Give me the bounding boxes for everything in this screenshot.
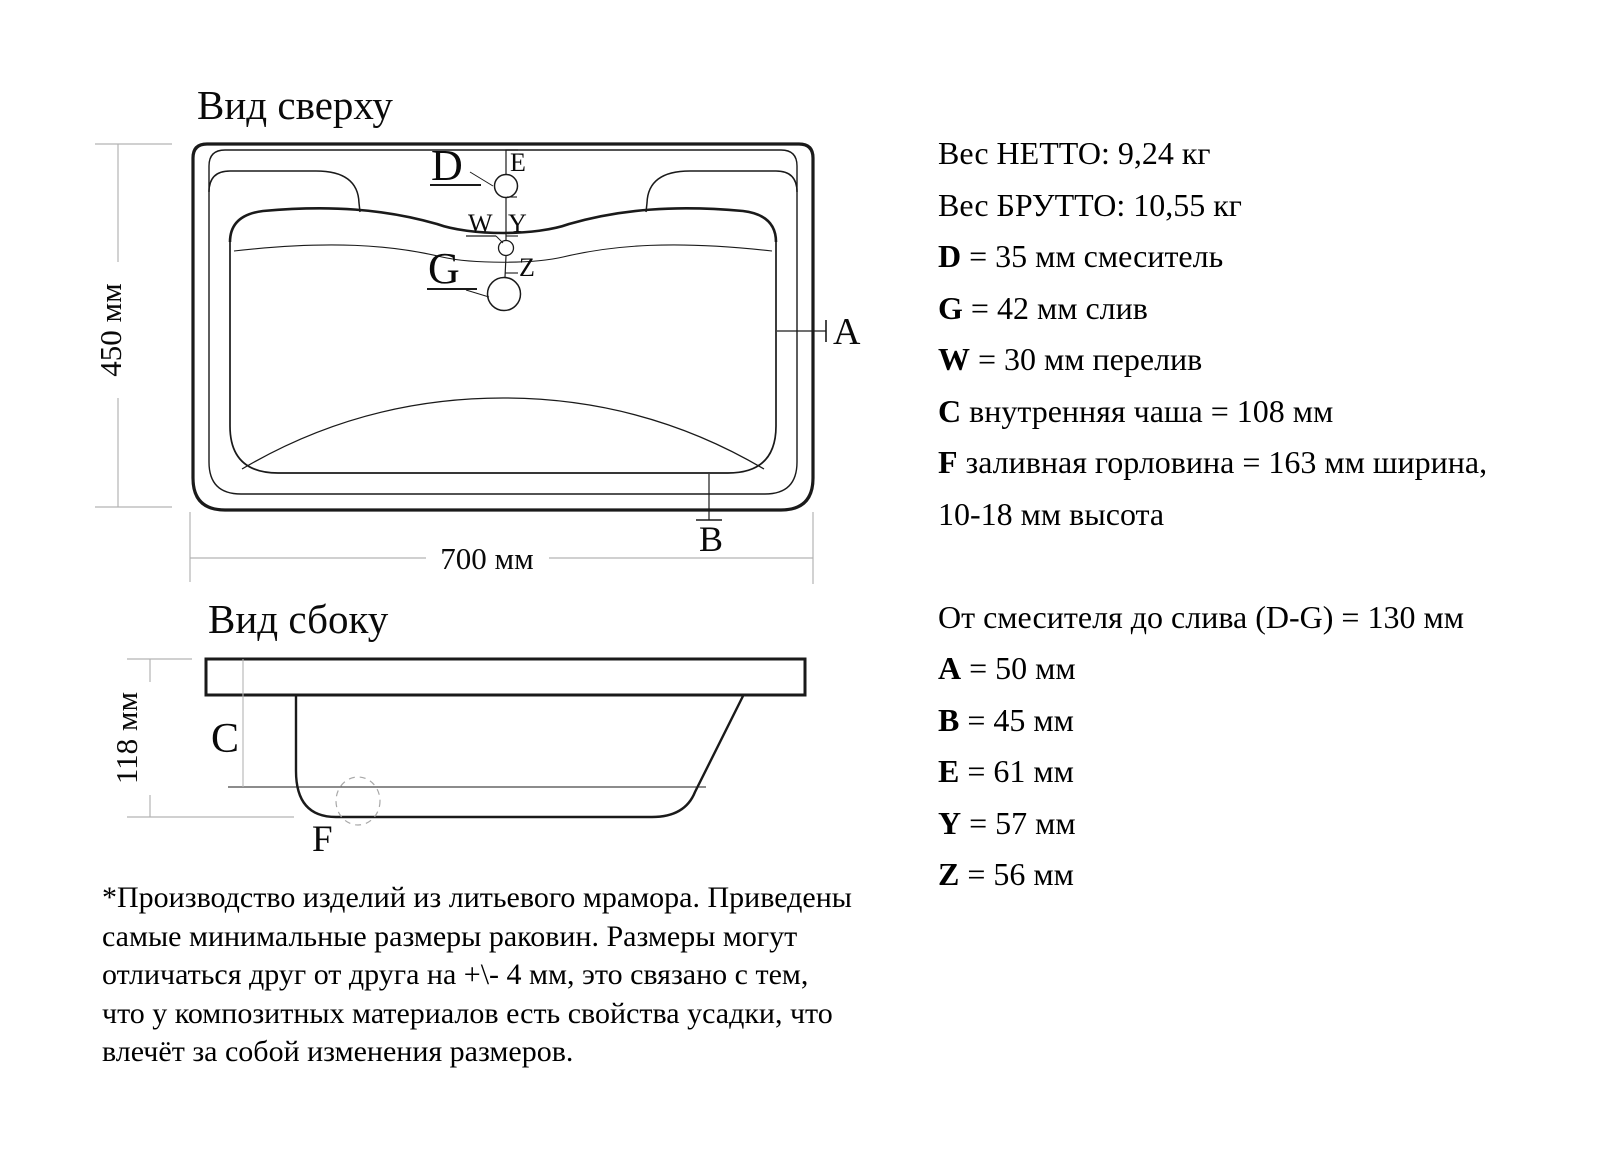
top-view-title: Вид сверху <box>197 82 393 128</box>
bowl-outline <box>230 240 776 473</box>
label-G-leader <box>466 290 489 297</box>
label-A: A <box>833 311 861 353</box>
label-C: C <box>211 716 240 762</box>
side-slab <box>206 659 805 695</box>
spec-line: Вес БРУТТО: 10,55 кг <box>938 186 1242 223</box>
footnote-line: самые минимальные размеры раковин. Размеры могут <box>102 919 798 953</box>
label-W: W <box>468 209 493 238</box>
specs-panel <box>938 128 1578 901</box>
spec-line: F заливная горловина = 163 мм ширина, <box>938 444 1488 480</box>
spec-line: Z = 56 мм <box>938 856 1074 892</box>
label-Z: Z <box>519 253 535 282</box>
dimension-700-label: 700 мм <box>440 541 534 576</box>
spec-line: B = 45 мм <box>938 701 1074 738</box>
label-W-leader <box>496 236 503 243</box>
spec-line: 10-18 мм высота <box>938 495 1165 532</box>
spec-line-key: G <box>938 289 963 326</box>
spec-line-key: W <box>938 341 970 377</box>
label-D: D <box>431 141 463 190</box>
footnote-line: отличаться друг от друга на +\- 4 мм, это связано с тем, <box>102 958 809 991</box>
spec-line: C внутренняя чаша = 108 мм <box>938 392 1334 429</box>
dimension-450-label: 450 мм <box>93 283 128 377</box>
spec-line: D = 35 мм смеситель <box>938 238 1224 274</box>
spec-line-key: Y <box>938 804 962 841</box>
label-E: E <box>510 148 526 177</box>
label-F: F <box>312 819 333 860</box>
spec-line: Вес НЕТТО: 9,24 кг <box>938 135 1211 171</box>
footnote-line: что у композитных материалов есть свойства усадки, что <box>102 996 833 1030</box>
spec-line-key: F <box>938 444 958 480</box>
spec-line: От смесителя до слива (D-G) = 130 мм <box>938 598 1464 635</box>
label-D-leader <box>470 172 493 186</box>
dimension-118-label: 118 мм <box>109 691 144 785</box>
bowl-bottom-arc <box>242 398 764 469</box>
dimension-118 <box>109 659 294 817</box>
deck-front-edge-inner-lip <box>234 245 772 262</box>
spec-line-key: B <box>938 701 960 738</box>
overflow-hole <box>499 241 514 256</box>
spec-line-key: C <box>938 392 962 429</box>
side-view-diagram <box>109 596 805 860</box>
footnote-line: *Производство изделий из литьевого мрамора. Приведены <box>102 881 852 914</box>
deck-wing-right <box>646 171 797 212</box>
sink-deck-outline <box>209 150 797 494</box>
spec-line: E = 61 мм <box>938 753 1074 789</box>
spec-line: Y = 57 мм <box>938 804 1076 841</box>
label-G: G <box>428 244 460 293</box>
label-Y: Y <box>508 209 527 238</box>
deck-front-edge <box>230 208 776 242</box>
top-view-diagram <box>93 82 861 584</box>
spec-line-key: D <box>938 238 962 274</box>
label-B: B <box>699 519 724 559</box>
spec-line <box>938 540 1578 592</box>
spec-line-key: Z <box>938 856 960 892</box>
footnote-line: влечёт за собой изменения размеров. <box>102 1035 574 1068</box>
side-bowl-profile <box>296 695 743 817</box>
spec-line-key: A <box>938 650 962 686</box>
spec-line: W = 30 мм перелив <box>938 341 1203 377</box>
sink-outer-outline <box>193 144 813 510</box>
side-view-title: Вид сбоку <box>208 596 389 642</box>
dimension-450 <box>93 144 172 507</box>
deck-wing-left <box>209 171 360 212</box>
spec-line: A = 50 мм <box>938 650 1076 686</box>
drain-hole <box>488 278 521 311</box>
faucet-hole <box>495 175 518 198</box>
footnote <box>102 879 892 1072</box>
spec-line-key: E <box>938 753 960 789</box>
spec-line: G = 42 мм слив <box>938 289 1148 326</box>
overflow-drain-connector <box>505 256 506 277</box>
